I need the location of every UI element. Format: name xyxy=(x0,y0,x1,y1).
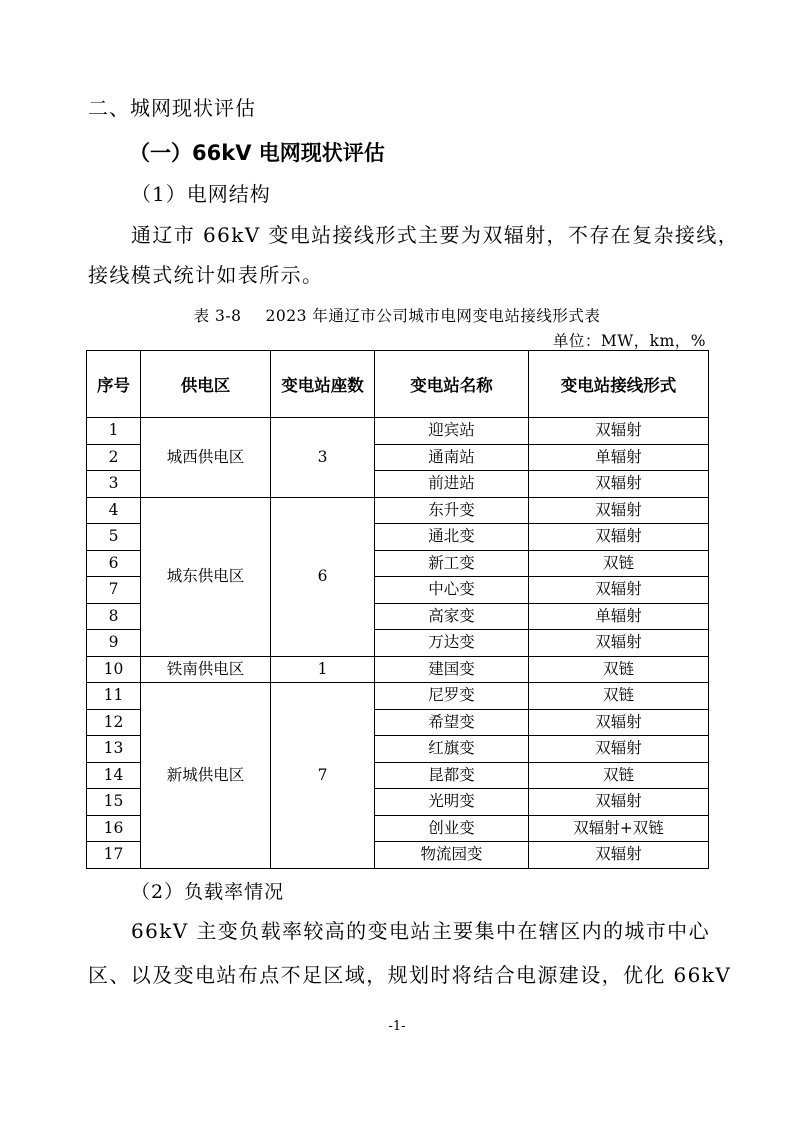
row-serial: 5 xyxy=(87,524,141,551)
station-name-cell: 迎宾站 xyxy=(375,418,529,445)
row-serial: 15 xyxy=(87,789,141,816)
station-name-cell: 光明变 xyxy=(375,789,529,816)
station-name-cell: 通南站 xyxy=(375,444,529,471)
wiring-type-cell: 双辐射 xyxy=(529,709,709,736)
station-name-cell: 建国变 xyxy=(375,656,529,683)
station-name-cell: 东升变 xyxy=(375,497,529,524)
wiring-type-cell: 双辐射 xyxy=(529,789,709,816)
station-count-cell: 1 xyxy=(271,656,375,683)
station-name-cell: 物流园变 xyxy=(375,842,529,869)
wiring-type-cell: 双辐射 xyxy=(529,842,709,869)
table-row xyxy=(87,656,709,683)
row-serial: 14 xyxy=(87,762,141,789)
supply-area-cell: 城西供电区 xyxy=(141,418,271,498)
section-heading: 二、城网现状评估 xyxy=(88,96,256,120)
station-count-cell: 7 xyxy=(271,683,375,869)
row-serial: 8 xyxy=(87,603,141,630)
header-serial: 序号 xyxy=(87,351,141,418)
station-count-cell: 3 xyxy=(271,418,375,498)
supply-area-cell: 新城供电区 xyxy=(141,683,271,869)
station-name-cell: 万达变 xyxy=(375,630,529,657)
wiring-type-cell: 单辐射 xyxy=(529,603,709,630)
row-serial: 16 xyxy=(87,815,141,842)
table-body xyxy=(87,418,709,869)
sub-sub-heading-load-rate: （2）负载率情况 xyxy=(131,881,285,903)
sub-sub-heading-grid-structure: （1）电网结构 xyxy=(131,182,271,206)
row-serial: 10 xyxy=(87,656,141,683)
wiring-type-cell: 双链 xyxy=(529,683,709,710)
table-header-row xyxy=(87,351,709,418)
station-count-cell: 6 xyxy=(271,497,375,656)
table-caption-title: 2023 年通辽市公司城市电网变电站接线形式表 xyxy=(265,307,601,325)
paragraph-line: 区、以及变电站布点不足区域，规划时将结合电源建设，优化 66kV xyxy=(88,963,732,987)
page-number: -1- xyxy=(388,1019,406,1034)
row-serial: 3 xyxy=(87,471,141,498)
paragraph-line: 通辽市 66kV 变电站接线形式主要为双辐射，不存在复杂接线， xyxy=(131,223,740,247)
station-name-cell: 创业变 xyxy=(375,815,529,842)
table-caption-number: 表 3-8 xyxy=(193,307,242,325)
supply-area-cell: 铁南供电区 xyxy=(141,656,271,683)
row-serial: 4 xyxy=(87,497,141,524)
station-name-cell: 尼罗变 xyxy=(375,683,529,710)
table-caption xyxy=(0,304,794,326)
wiring-type-cell: 双辐射 xyxy=(529,418,709,445)
wiring-type-cell: 双链 xyxy=(529,762,709,789)
wiring-type-cell: 单辐射 xyxy=(529,444,709,471)
supply-area-cell: 城东供电区 xyxy=(141,497,271,656)
header-station-name: 变电站名称 xyxy=(375,351,529,418)
wiring-type-cell: 双辐射 xyxy=(529,471,709,498)
row-serial: 9 xyxy=(87,630,141,657)
wiring-type-cell: 双辐射 xyxy=(529,577,709,604)
subsection-heading: （一）66kV 电网现状评估 xyxy=(129,141,385,165)
header-supply-area: 供电区 xyxy=(141,351,271,418)
row-serial: 1 xyxy=(87,418,141,445)
row-serial: 13 xyxy=(87,736,141,763)
row-serial: 12 xyxy=(87,709,141,736)
station-name-cell: 昆都变 xyxy=(375,762,529,789)
station-name-cell: 红旗变 xyxy=(375,736,529,763)
wiring-type-cell: 双辐射 xyxy=(529,736,709,763)
row-serial: 11 xyxy=(87,683,141,710)
row-serial: 2 xyxy=(87,444,141,471)
wiring-type-cell: 双辐射+双链 xyxy=(529,815,709,842)
wiring-type-cell: 双链 xyxy=(529,656,709,683)
station-name-cell: 新工变 xyxy=(375,550,529,577)
substation-wiring-table xyxy=(86,350,709,869)
wiring-type-cell: 双辐射 xyxy=(529,497,709,524)
header-station-count: 变电站座数 xyxy=(271,351,375,418)
paragraph-line: 接线模式统计如表所示。 xyxy=(88,263,324,287)
station-name-cell: 前进站 xyxy=(375,471,529,498)
table-row xyxy=(87,418,709,445)
wiring-type-cell: 双链 xyxy=(529,550,709,577)
station-name-cell: 中心变 xyxy=(375,577,529,604)
row-serial: 17 xyxy=(87,842,141,869)
table-row xyxy=(87,497,709,524)
wiring-type-cell: 双辐射 xyxy=(529,524,709,551)
wiring-type-cell: 双辐射 xyxy=(529,630,709,657)
header-wiring-type: 变电站接线形式 xyxy=(529,351,709,418)
station-name-cell: 希望变 xyxy=(375,709,529,736)
table-row xyxy=(87,683,709,710)
station-name-cell: 高家变 xyxy=(375,603,529,630)
paragraph-line: 66kV 主变负载率较高的变电站主要集中在辖区内的城市中心 xyxy=(131,919,710,943)
row-serial: 7 xyxy=(87,577,141,604)
table-unit: 单位：MW，km，% xyxy=(552,332,706,350)
row-serial: 6 xyxy=(87,550,141,577)
station-name-cell: 通北变 xyxy=(375,524,529,551)
